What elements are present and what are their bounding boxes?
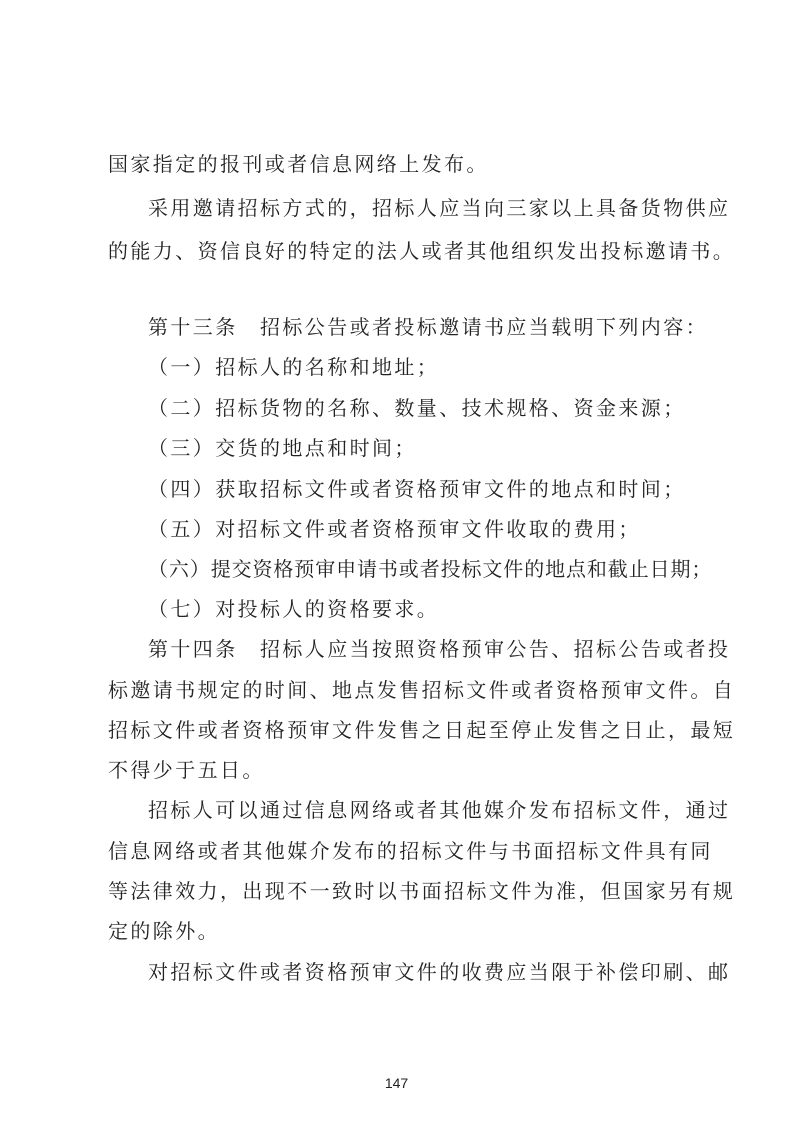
article-14-heading: 第十四条 招标人应当按照资格预审公告、招标公告或者投 — [148, 637, 731, 661]
page-number: 147 — [384, 1075, 409, 1091]
text-line: 采用邀请招标方式的，招标人应当向三家以上具备货物供应 — [148, 196, 731, 220]
list-item: （四）获取招标文件或者资格预审文件的地点和时间； — [148, 477, 686, 501]
text-line: 招标文件或者资格预审文件发售之日起至停止发售之日止，最短 — [108, 718, 736, 742]
list-item: （五）对招标文件或者资格预审文件收取的费用； — [148, 517, 641, 541]
list-item: （七）对投标人的资格要求。 — [148, 597, 440, 621]
text-line: 对招标文件或者资格预审文件的收费应当限于补偿印刷、邮 — [148, 960, 731, 984]
text-line: 招标人可以通过信息网络或者其他媒介发布招标文件，通过 — [148, 798, 731, 822]
article-13-heading: 第十三条 招标公告或者投标邀请书应当载明下列内容： — [148, 315, 708, 339]
text-line: 国家指定的报刊或者信息网络上发布。 — [108, 152, 489, 176]
list-item: （一）招标人的名称和地址； — [148, 355, 440, 379]
text-line: 标邀请书规定的时间、地点发售招标文件或者资格预审文件。自 — [108, 678, 736, 702]
list-item: （三）交货的地点和时间； — [148, 436, 417, 460]
text-line: 等法律效力，出现不一致时以书面招标文件为准，但国家另有规 — [108, 879, 736, 903]
text-line: 定的除外。 — [108, 919, 220, 943]
text-line: 信息网络或者其他媒介发布的招标文件与书面招标文件具有同 — [108, 839, 713, 863]
text-line: 不得少于五日。 — [108, 758, 265, 782]
text-line: 的能力、资信良好的特定的法人或者其他组织发出投标邀请书。 — [108, 239, 736, 263]
list-item: （二）招标货物的名称、数量、技术规格、资金来源； — [148, 396, 686, 420]
list-item: （六）提交资格预审申请书或者投标文件的地点和截止日期； — [148, 557, 713, 581]
